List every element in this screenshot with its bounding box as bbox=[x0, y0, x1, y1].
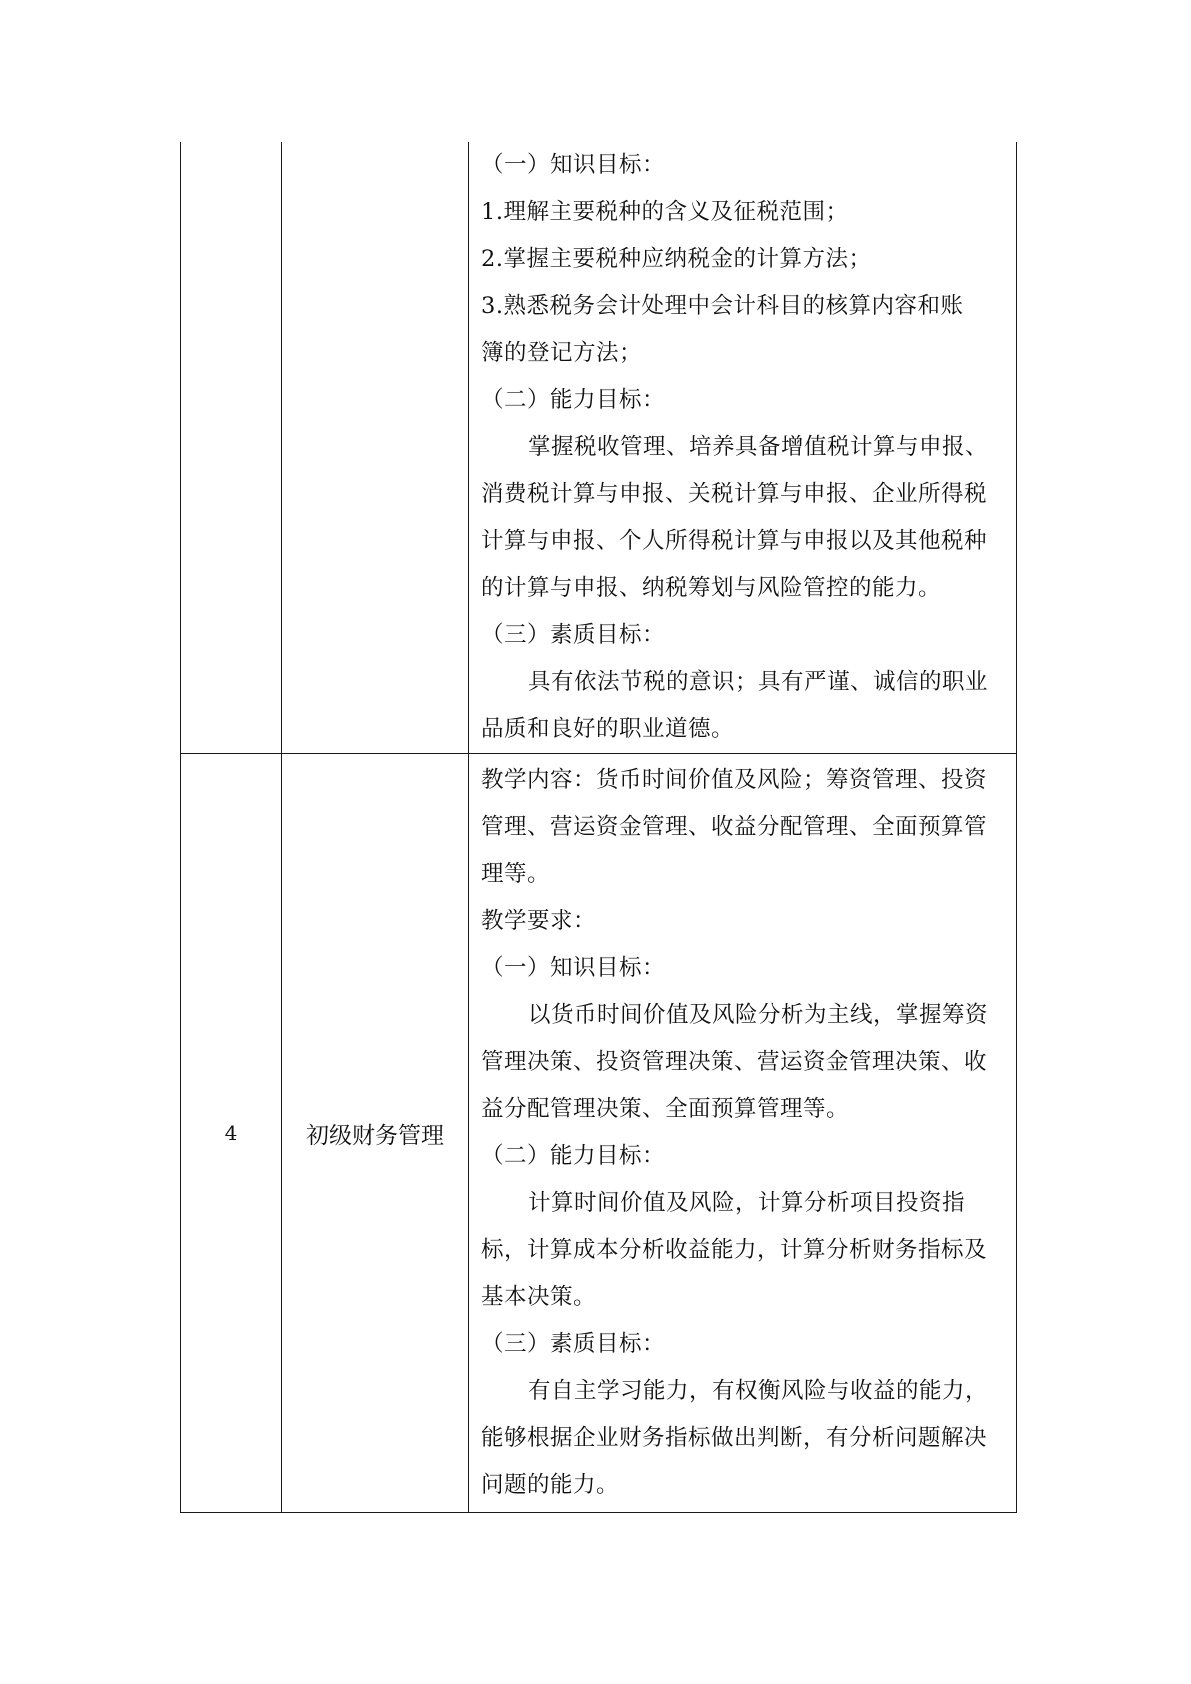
description-line: 的计算与申报、纳税筹划与风险管控的能力。 bbox=[481, 575, 942, 601]
course-number-cell bbox=[181, 142, 282, 754]
description-line: 2.掌握主要税种应纳税金的计算方法； bbox=[481, 246, 872, 272]
description-line: 有自主学习能力，有权衡风险与收益的能力， bbox=[528, 1378, 989, 1404]
description-line: 能够根据企业财务指标做出判断，有分析问题解决 bbox=[481, 1425, 988, 1451]
description-line: 计算与申报、个人所得税计算与申报以及其他税种 bbox=[481, 528, 988, 554]
description-line: （一）知识目标： bbox=[481, 152, 666, 178]
course-number-cell: 4 bbox=[181, 754, 282, 1513]
description-line: 教学内容：货币时间价值及风险；筹资管理、投资 bbox=[481, 767, 988, 793]
description-line: 掌握税收管理、培养具备增值税计算与申报、 bbox=[528, 434, 989, 460]
description-line: 1.理解主要税种的含义及征税范围； bbox=[481, 199, 849, 225]
description-line: 以货币时间价值及风险分析为主线，掌握筹资 bbox=[528, 1002, 989, 1028]
description-line: （三）素质目标： bbox=[481, 622, 666, 648]
course-description-cell bbox=[469, 142, 1017, 754]
table-row bbox=[181, 142, 1017, 754]
description-line: 教学要求： bbox=[481, 908, 597, 934]
description-line: （二）能力目标： bbox=[481, 387, 666, 413]
description-line: 基本决策。 bbox=[481, 1284, 597, 1310]
description-line: 品质和良好的职业道德。 bbox=[481, 716, 735, 742]
description-line: 具有依法节税的意识；具有严谨、诚信的职业 bbox=[528, 669, 989, 695]
description-line: （一）知识目标： bbox=[481, 955, 666, 981]
table-row bbox=[181, 754, 1017, 1513]
description-line: 问题的能力。 bbox=[481, 1472, 620, 1498]
course-name-cell: 初级财务管理 bbox=[282, 754, 469, 1513]
description-line: 管理决策、投资管理决策、营运资金管理决策、收 bbox=[481, 1049, 988, 1075]
description-line: 管理、营运资金管理、收益分配管理、全面预算管 bbox=[481, 814, 988, 840]
course-name-cell bbox=[282, 142, 469, 754]
course-description-cell bbox=[469, 754, 1017, 1513]
description-line: 3.熟悉税务会计处理中会计科目的核算内容和账 bbox=[481, 293, 964, 319]
description-line: （二）能力目标： bbox=[481, 1143, 666, 1169]
description-line: 簿的登记方法； bbox=[481, 340, 643, 366]
description-line: （三）素质目标： bbox=[481, 1331, 666, 1357]
description-line: 计算时间价值及风险，计算分析项目投资指 bbox=[528, 1190, 966, 1216]
description-line: 标，计算成本分析收益能力，计算分析财务指标及 bbox=[481, 1237, 988, 1263]
description-line: 理等。 bbox=[481, 861, 551, 887]
course-table bbox=[180, 142, 1017, 1513]
description-line: 益分配管理决策、全面预算管理等。 bbox=[481, 1096, 850, 1122]
description-line: 消费税计算与申报、关税计算与申报、企业所得税 bbox=[481, 481, 988, 507]
